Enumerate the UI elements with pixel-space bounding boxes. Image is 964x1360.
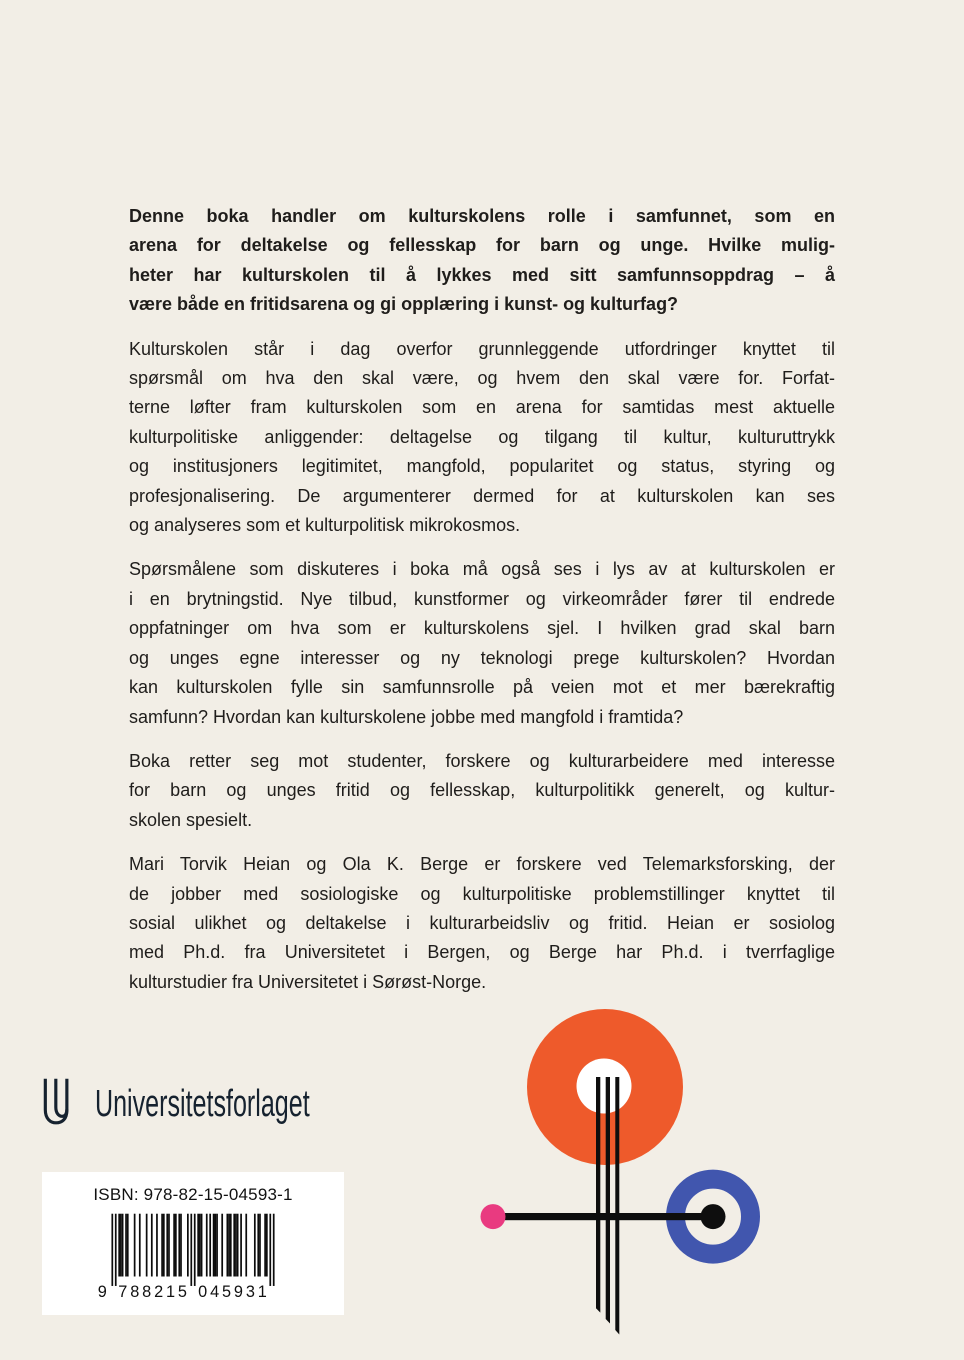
black-stripe <box>596 1077 600 1313</box>
black-dot <box>701 1204 726 1229</box>
text-line: samfunn? Hvordan kan kulturskolene jobbe med mangfold i framtida? <box>129 706 684 727</box>
text-line: Boka retter seg mot studenter, forskere og kulturarbeidere med interesse <box>129 750 835 771</box>
black-stripe <box>615 1077 619 1335</box>
black-stripe <box>606 1077 610 1324</box>
text-line: arena for deltakelse og fellesskap for barn og unge. Hvilke mulig- <box>129 235 835 256</box>
ean13-barcode <box>96 1212 278 1298</box>
text-line: de jobber med sosiologiske og kulturpolitiske problemstillinger knyttet til <box>129 883 835 904</box>
text-line: i en brytningstid. Nye tilbud, kunstformer og virkeområder fører til endrede <box>129 588 835 609</box>
text-line: for barn og unges fritid og fellesskap, kulturpolitikk generelt, og kultur- <box>129 780 835 801</box>
text-line: kulturpolitiske anliggender: deltagelse og tilgang til kultur, kulturuttrykk <box>129 426 835 447</box>
text-line: heter har kulturskolen til å lykkes med sitt samfunnsoppdrag – å <box>129 264 835 285</box>
text-line: Spørsmålene som diskuteres i boka må også ses i lys av at kulturskolen er <box>129 559 835 580</box>
text-line: terne løfter fram kulturskolen som en arena for samtidas mest aktuelle <box>129 397 835 418</box>
barcode-digit-group: 045931 <box>198 1283 267 1298</box>
text-line: spørsmål om hva den skal være, og hvem den skal være for. Forfat- <box>129 368 835 389</box>
text-line: med Ph.d. fra Universitetet i Bergen, og Berge har Ph.d. i tverrfaglige <box>129 942 835 963</box>
text-line: og institusjoners legitimitet, mangfold, popularitet og status, styring og <box>129 456 835 477</box>
text-line: kan kulturskolen fylle sin samfunnsrolle på veien mot et mer bærekraftig <box>129 677 835 698</box>
text-line: skolen spesielt. <box>129 809 253 830</box>
publisher-name: Universitetsforlaget <box>95 1083 310 1125</box>
abstract-artwork <box>430 985 790 1360</box>
universitetsforlaget-logo-icon <box>43 1078 69 1125</box>
horizontal-line <box>493 1213 713 1220</box>
barcode-digit-group: 788215 <box>118 1283 187 1298</box>
barcode-digit-group: 9 <box>97 1283 107 1298</box>
text-line: profesjonalisering. De argumenterer dermed for at kulturskolen kan ses <box>129 485 835 506</box>
isbn-label: ISBN: 978-82-15-04593-1 <box>93 1185 293 1204</box>
paragraph <box>129 850 835 997</box>
white-circle-cutout <box>577 1059 632 1114</box>
text-line: Kulturskolen står i dag overfor grunnleggende utfordringer knyttet til <box>129 338 835 359</box>
paragraph <box>129 747 835 835</box>
barcode-bars <box>111 1214 274 1286</box>
text-line: og unges egne interesser og ny teknologi prege kulturskolen? Hvordan <box>129 647 835 668</box>
publisher-logo <box>43 1076 420 1126</box>
text-line: Mari Torvik Heian og Ola K. Berge er forskere ved Telemarksforsking, der <box>129 854 835 875</box>
back-cover-text <box>129 202 835 997</box>
text-line: Denne boka handler om kulturskolens rolle i samfunnet, som en <box>129 206 835 226</box>
text-line: og analyseres som et kulturpolitisk mikrokosmos. <box>129 515 521 536</box>
text-line: sosial ulikhet og deltakelse i kulturarbeidsliv og fritid. Heian er sosiolog <box>129 912 835 933</box>
text-line: kulturstudier fra Universitetet i Sørøst-Norge. <box>129 971 487 992</box>
paragraph <box>129 335 835 541</box>
isbn-box <box>42 1172 344 1315</box>
paragraph <box>129 555 835 731</box>
pink-dot <box>481 1204 506 1229</box>
text-line: oppfatninger om hva som er kulturskolens sjel. I hvilken grad skal barn <box>129 618 835 639</box>
paragraph <box>129 202 835 320</box>
text-line: være både en fritidsarena og gi opplæring i kunst- og kulturfag? <box>129 294 679 315</box>
